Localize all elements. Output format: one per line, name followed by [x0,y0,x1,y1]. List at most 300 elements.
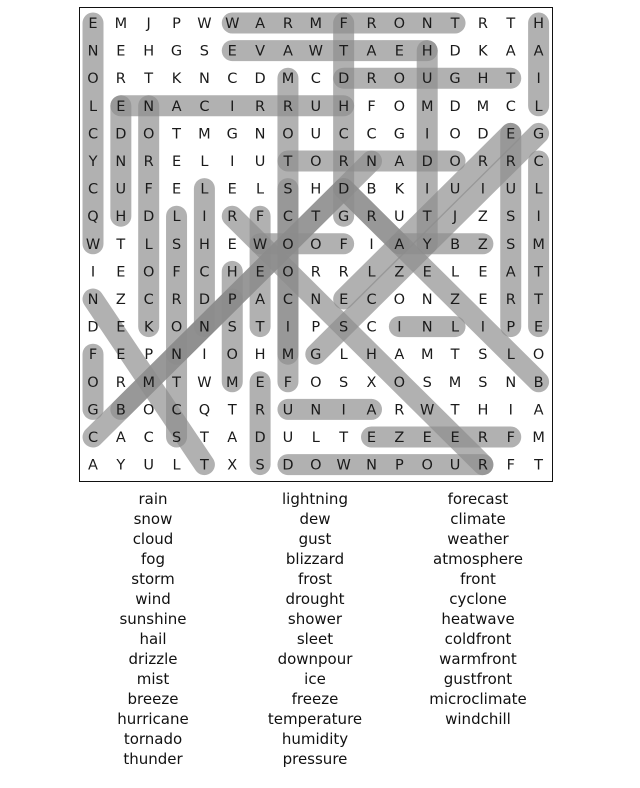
grid-cell-r3-c3[interactable]: A [171,98,182,115]
grid-cell-r8-c13[interactable]: B [450,236,461,253]
grid-cell-r6-c1[interactable]: U [115,181,127,198]
grid-cell-r10-c0[interactable]: N [87,292,99,308]
grid-cell-r8-c9[interactable]: F [339,236,348,253]
grid-cell-r7-c7[interactable]: C [282,209,294,226]
grid-cell-r15-c2[interactable]: C [143,430,154,446]
grid-cell-r14-c3[interactable]: C [171,402,182,419]
grid-cell-r8-c10[interactable]: I [369,236,374,253]
grid-cell-r0-c13[interactable]: T [450,16,460,32]
grid-cell-r14-c15[interactable]: I [508,402,513,419]
grid-cell-r10-c4[interactable]: D [198,292,210,308]
grid-cell-r10-c12[interactable]: N [421,292,433,308]
grid-cell-r11-c16[interactable]: E [534,319,544,336]
grid-cell-r2-c3[interactable]: K [171,71,182,88]
grid-cell-r8-c14[interactable]: Z [477,236,488,253]
grid-cell-r12-c6[interactable]: H [254,347,266,364]
grid-cell-r7-c4[interactable]: I [202,209,207,226]
grid-cell-r16-c6[interactable]: S [255,457,265,474]
grid-cell-r14-c10[interactable]: A [366,402,377,419]
grid-cell-r13-c15[interactable]: N [505,374,517,391]
grid-cell-r4-c3[interactable]: T [172,126,181,143]
grid-cell-r7-c15[interactable]: S [506,209,516,226]
grid-cell-r14-c16[interactable]: A [533,402,544,419]
grid-cell-r8-c0[interactable]: W [85,236,101,253]
grid-cell-r2-c12[interactable]: U [421,71,433,88]
grid-cell-r7-c11[interactable]: U [394,209,405,226]
grid-cell-r0-c5[interactable]: W [225,16,240,32]
grid-cell-r11-c6[interactable]: T [255,319,265,336]
grid-cell-r15-c4[interactable]: T [199,430,209,446]
grid-cell-r16-c0[interactable]: A [88,457,98,474]
grid-cell-r9-c7[interactable]: O [282,264,294,281]
grid-cell-r15-c14[interactable]: R [477,430,488,446]
grid-cell-r3-c6[interactable]: R [255,98,266,115]
grid-cell-r12-c13[interactable]: T [450,347,460,364]
grid-cell-r9-c11[interactable]: Z [394,264,405,281]
grid-cell-r0-c8[interactable]: M [309,16,323,32]
grid-cell-r3-c14[interactable]: M [476,98,490,115]
grid-cell-r5-c9[interactable]: R [338,154,349,170]
grid-cell-r4-c16[interactable]: G [532,126,545,143]
grid-cell-r8-c11[interactable]: A [394,236,405,253]
grid-cell-r1-c13[interactable]: D [449,43,461,60]
grid-cell-r1-c15[interactable]: A [505,43,516,60]
grid-cell-r9-c6[interactable]: E [255,264,265,281]
grid-cell-r5-c7[interactable]: T [283,154,293,170]
grid-cell-r5-c6[interactable]: U [254,154,266,170]
grid-cell-r15-c16[interactable]: M [532,430,545,446]
grid-cell-r12-c9[interactable]: L [339,347,348,364]
grid-cell-r4-c9[interactable]: C [338,126,349,143]
grid-cell-r4-c14[interactable]: D [477,126,489,143]
grid-cell-r9-c14[interactable]: E [478,264,488,281]
grid-cell-r5-c15[interactable]: R [505,154,516,170]
grid-cell-r16-c7[interactable]: D [282,457,294,474]
grid-cell-r10-c14[interactable]: E [478,292,488,308]
grid-cell-r15-c8[interactable]: L [311,430,320,446]
grid-cell-r3-c0[interactable]: L [88,98,98,115]
grid-cell-r7-c0[interactable]: Q [87,209,99,226]
grid-cell-r14-c4[interactable]: Q [198,402,211,419]
grid-cell-r14-c0[interactable]: G [87,402,99,419]
grid-cell-r8-c7[interactable]: O [282,236,294,253]
grid-cell-r10-c16[interactable]: T [534,292,544,308]
grid-cell-r14-c8[interactable]: N [310,402,322,419]
grid-cell-r4-c5[interactable]: G [226,126,238,143]
grid-cell-r5-c14[interactable]: R [477,154,488,170]
grid-cell-r16-c16[interactable]: T [534,457,544,474]
grid-cell-r12-c8[interactable]: G [310,347,322,364]
grid-cell-r3-c15[interactable]: C [505,98,516,115]
grid-cell-r8-c1[interactable]: T [116,236,126,253]
grid-cell-r0-c15[interactable]: T [506,16,516,32]
grid-cell-r6-c10[interactable]: B [366,181,377,198]
grid-cell-r6-c3[interactable]: E [171,181,182,198]
grid-cell-r5-c4[interactable]: L [200,154,209,170]
grid-cell-r8-c15[interactable]: S [506,236,516,253]
grid-cell-r11-c7[interactable]: I [285,319,291,336]
grid-cell-r8-c3[interactable]: S [171,236,182,253]
grid-cell-r11-c2[interactable]: K [143,319,154,336]
grid-cell-r4-c1[interactable]: D [115,126,127,143]
grid-cell-r5-c2[interactable]: R [143,154,154,170]
grid-cell-r6-c14[interactable]: I [480,181,486,198]
word-list-item-windchill: windchill [445,710,511,728]
grid-cell-r4-c4[interactable]: M [198,126,211,143]
grid-cell-r11-c14[interactable]: I [480,319,486,336]
grid-cell-r13-c9[interactable]: S [339,374,349,391]
grid-cell-r16-c4[interactable]: T [199,457,209,474]
grid-cell-r0-c10[interactable]: R [366,16,377,32]
grid-cell-r9-c10[interactable]: L [367,264,376,281]
grid-cell-r10-c15[interactable]: R [505,292,516,308]
grid-cell-r5-c13[interactable]: O [449,154,461,170]
grid-cell-r2-c6[interactable]: D [254,71,266,88]
grid-cell-r3-c1[interactable]: E [116,98,126,115]
grid-cell-r8-c6[interactable]: W [252,236,268,253]
grid-cell-r14-c14[interactable]: H [477,402,489,419]
word-list-item-atmosphere: atmosphere [433,550,523,568]
grid-cell-r3-c9[interactable]: H [338,98,350,115]
grid-cell-r8-c5[interactable]: E [227,236,237,253]
grid-cell-r4-c8[interactable]: U [310,126,322,143]
grid-cell-r14-c7[interactable]: U [282,402,294,419]
grid-cell-r7-c2[interactable]: D [143,209,155,226]
grid-cell-r1-c11[interactable]: E [394,43,404,60]
grid-cell-r1-c14[interactable]: K [478,43,488,60]
grid-cell-r9-c9[interactable]: R [338,264,349,281]
grid-cell-r16-c15[interactable]: F [506,457,515,474]
grid-cell-r4-c10[interactable]: C [366,126,377,143]
grid-cell-r5-c11[interactable]: A [394,154,405,170]
grid-cell-r7-c8[interactable]: T [311,209,321,226]
grid-cell-r7-c12[interactable]: T [422,209,432,226]
grid-cell-r0-c2[interactable]: J [146,16,151,32]
grid-cell-r15-c9[interactable]: T [339,430,349,446]
grid-cell-r9-c12[interactable]: E [422,264,432,281]
grid-cell-r6-c15[interactable]: U [505,181,517,198]
grid-cell-r14-c6[interactable]: R [255,402,266,419]
grid-cell-r13-c4[interactable]: W [197,374,212,391]
grid-cell-r13-c6[interactable]: E [255,374,265,391]
grid-cell-r1-c0[interactable]: N [87,43,99,60]
grid-cell-r1-c2[interactable]: H [143,43,155,60]
grid-cell-r3-c12[interactable]: M [420,98,434,115]
grid-cell-r11-c10[interactable]: C [366,319,377,336]
grid-cell-r11-c3[interactable]: O [170,319,183,336]
grid-cell-r15-c3[interactable]: S [171,430,182,446]
grid-cell-r8-c2[interactable]: L [144,236,153,253]
grid-cell-r9-c0[interactable]: I [90,264,96,281]
grid-cell-r13-c10[interactable]: X [366,374,377,391]
grid-cell-r12-c5[interactable]: O [226,347,238,364]
grid-cell-r13-c14[interactable]: S [478,374,488,391]
grid-cell-r12-c11[interactable]: A [394,347,405,364]
grid-cell-r3-c13[interactable]: D [449,98,461,115]
grid-cell-r10-c3[interactable]: R [171,292,182,308]
grid-cell-r7-c5[interactable]: R [227,209,238,226]
grid-cell-r10-c6[interactable]: A [255,292,266,308]
grid-cell-r8-c4[interactable]: H [198,236,210,253]
grid-cell-r9-c15[interactable]: A [505,264,516,281]
grid-cell-r1-c12[interactable]: H [421,43,433,60]
grid-cell-r13-c8[interactable]: O [310,374,322,391]
grid-cell-r11-c8[interactable]: P [311,319,321,336]
grid-cell-r11-c13[interactable]: L [451,319,460,336]
grid-cell-r12-c3[interactable]: N [171,347,182,364]
grid-cell-r14-c9[interactable]: I [341,402,346,419]
grid-cell-r9-c5[interactable]: H [226,264,238,281]
grid-cell-r15-c7[interactable]: U [282,430,294,446]
grid-cell-r10-c13[interactable]: Z [450,292,461,308]
grid-cell-r3-c10[interactable]: F [367,98,376,115]
word-list-item-rain: rain [138,490,168,508]
grid-cell-r12-c14[interactable]: S [478,347,488,364]
grid-cell-r3-c5[interactable]: I [230,98,235,115]
word-list-item-blizzard: blizzard [285,550,345,568]
grid-cell-r15-c10[interactable]: E [366,430,377,446]
grid-cell-r0-c0[interactable]: E [88,16,98,32]
grid-cell-r7-c10[interactable]: R [366,209,377,226]
grid-cell-r12-c12[interactable]: M [420,347,434,364]
word-list-item-cyclone: cyclone [449,590,507,608]
grid-cell-r2-c11[interactable]: O [393,71,406,88]
grid-cell-r11-c11[interactable]: I [397,319,402,336]
grid-cell-r15-c11[interactable]: Z [394,430,405,446]
word-list-item-drizzle: drizzle [128,650,178,668]
grid-cell-r0-c3[interactable]: P [172,16,181,32]
grid-cell-r10-c10[interactable]: C [366,292,377,308]
grid-cell-r16-c9[interactable]: W [336,457,351,474]
grid-cell-r9-c3[interactable]: F [172,264,181,281]
grid-cell-r2-c13[interactable]: G [449,71,461,88]
grid-cell-r6-c9[interactable]: D [338,181,350,198]
grid-cell-r4-c15[interactable]: E [506,126,516,143]
grid-cell-r6-c7[interactable]: S [283,181,293,198]
grid-cell-r15-c12[interactable]: E [422,430,432,446]
grid-cell-r9-c8[interactable]: R [310,264,321,281]
grid-cell-r10-c2[interactable]: C [143,292,154,308]
grid-cell-r9-c2[interactable]: O [142,264,155,281]
grid-cell-r6-c6[interactable]: L [256,181,265,198]
grid-cell-r7-c1[interactable]: H [115,209,127,226]
grid-cell-r6-c5[interactable]: E [227,181,237,198]
grid-cell-r1-c3[interactable]: G [170,43,183,60]
grid-cell-r7-c6[interactable]: F [255,209,265,226]
grid-cell-r6-c4[interactable]: L [200,181,209,198]
grid-cell-r1-c1[interactable]: E [116,43,126,60]
grid-cell-r0-c11[interactable]: O [393,16,406,32]
grid-cell-r6-c0[interactable]: C [87,181,99,198]
grid-cell-r3-c16[interactable]: L [534,98,543,115]
grid-cell-r1-c16[interactable]: A [533,43,544,60]
grid-cell-r12-c16[interactable]: O [532,347,545,364]
grid-cell-r7-c14[interactable]: Z [477,209,488,226]
grid-cell-r8-c12[interactable]: Y [422,236,432,253]
grid-cell-r7-c13[interactable]: J [452,209,458,226]
grid-cell-r4-c2[interactable]: O [142,126,155,143]
grid-cell-r2-c14[interactable]: H [477,71,489,88]
grid-cell-r5-c12[interactable]: D [421,154,433,170]
grid-cell-r12-c7[interactable]: M [281,347,295,364]
grid-cell-r13-c3[interactable]: T [172,374,181,391]
grid-cell-r11-c1[interactable]: E [116,319,126,336]
grid-cell-r7-c9[interactable]: G [338,209,350,226]
grid-cell-r8-c8[interactable]: O [310,236,322,253]
grid-cell-r4-c13[interactable]: O [449,126,461,143]
grid-cell-r12-c10[interactable]: H [366,347,377,364]
grid-cell-r2-c9[interactable]: D [338,71,350,88]
grid-cell-r4-c7[interactable]: O [282,126,294,143]
word-list-item-weather: weather [447,530,509,548]
grid-cell-r11-c12[interactable]: N [421,319,433,336]
grid-cell-r2-c15[interactable]: T [506,71,516,88]
grid-cell-r0-c1[interactable]: M [114,16,128,32]
grid-cell-r12-c4[interactable]: I [202,347,207,364]
grid-cell-r9-c16[interactable]: T [534,264,544,281]
grid-cell-r2-c2[interactable]: T [144,71,154,88]
grid-cell-r3-c8[interactable]: U [310,98,322,115]
word-list-item-mist: mist [136,670,170,688]
grid-cell-r1-c7[interactable]: A [282,43,293,60]
grid-cell-r14-c2[interactable]: O [142,402,155,419]
grid-cell-r13-c2[interactable]: M [142,374,155,391]
grid-cell-r16-c12[interactable]: O [421,457,433,474]
grid-cell-r13-c0[interactable]: O [87,374,99,391]
grid-cell-r3-c2[interactable]: N [143,98,155,115]
grid-cell-r10-c1[interactable]: Z [115,292,126,308]
grid-cell-r16-c14[interactable]: R [477,457,488,474]
grid-cell-r9-c4[interactable]: C [199,264,210,281]
grid-cell-r8-c16[interactable]: M [532,236,545,253]
grid-cell-r13-c16[interactable]: B [533,374,544,391]
grid-cell-r11-c0[interactable]: D [87,319,99,336]
grid-cell-r1-c9[interactable]: T [339,43,349,60]
grid-cell-r0-c6[interactable]: A [255,16,266,32]
grid-cell-r14-c5[interactable]: T [227,402,237,419]
grid-cell-r12-c15[interactable]: L [506,347,515,364]
grid-cell-r13-c1[interactable]: R [115,374,126,391]
grid-cell-r4-c0[interactable]: C [87,126,99,143]
grid-cell-r1-c8[interactable]: W [308,43,323,60]
grid-cell-r12-c0[interactable]: F [88,347,98,364]
grid-cell-r0-c16[interactable]: H [533,16,545,32]
grid-cell-r11-c4[interactable]: N [198,319,210,336]
grid-cell-r2-c5[interactable]: C [227,71,238,88]
grid-cell-r16-c11[interactable]: P [394,457,404,474]
grid-cell-r5-c1[interactable]: N [115,154,127,170]
grid-cell-r15-c5[interactable]: A [227,430,238,446]
grid-cell-r9-c1[interactable]: E [116,264,126,281]
grid-cell-r15-c0[interactable]: C [87,430,99,446]
grid-cell-r6-c12[interactable]: I [425,181,430,198]
grid-cell-r2-c0[interactable]: O [87,71,99,88]
grid-cell-r5-c16[interactable]: C [533,154,544,170]
grid-cell-r2-c10[interactable]: R [366,71,377,88]
grid-cell-r2-c8[interactable]: C [310,71,321,88]
grid-cell-r6-c13[interactable]: U [449,181,461,198]
grid-cell-r16-c8[interactable]: O [310,457,322,474]
grid-cell-r15-c13[interactable]: E [450,430,460,446]
grid-cell-r0-c9[interactable]: F [339,16,348,32]
grid-cell-r16-c2[interactable]: U [143,457,155,474]
grid-cell-r1-c4[interactable]: S [199,43,210,60]
grid-cell-r10-c7[interactable]: C [282,292,294,308]
grid-cell-r11-c9[interactable]: S [339,319,349,336]
grid-cell-r5-c5[interactable]: I [230,154,235,170]
grid-cell-r14-c11[interactable]: R [394,402,405,419]
grid-cell-r6-c11[interactable]: K [394,181,405,198]
grid-cell-r0-c4[interactable]: W [197,16,212,32]
grid-cell-r3-c4[interactable]: C [199,98,210,115]
grid-cell-r6-c2[interactable]: F [144,181,153,198]
grid-cell-r3-c7[interactable]: R [282,98,293,115]
grid-cell-r1-c6[interactable]: V [255,43,266,60]
grid-cell-r15-c6[interactable]: D [254,430,266,446]
grid-cell-r2-c4[interactable]: N [198,71,210,88]
grid-cell-r2-c7[interactable]: M [281,71,295,88]
grid-cell-r6-c8[interactable]: H [310,181,322,198]
grid-cell-r9-c13[interactable]: L [451,264,460,281]
grid-cell-r15-c15[interactable]: F [506,430,515,446]
grid-cell-r6-c16[interactable]: L [534,181,543,198]
grid-cell-r0-c14[interactable]: R [477,16,488,32]
grid-cell-r11-c15[interactable]: P [506,319,516,336]
grid-cell-r12-c2[interactable]: P [144,347,154,364]
grid-cell-r14-c12[interactable]: W [420,402,435,419]
grid-cell-r2-c16[interactable]: I [536,71,541,88]
grid-cell-r16-c1[interactable]: Y [116,457,126,474]
grid-cell-r0-c12[interactable]: N [421,16,433,32]
grid-cell-r5-c10[interactable]: N [366,154,377,170]
grid-cell-r5-c3[interactable]: E [171,154,182,170]
grid-cell-r13-c11[interactable]: O [393,374,406,391]
grid-cell-r4-c12[interactable]: I [425,126,430,143]
grid-cell-r13-c7[interactable]: F [283,374,293,391]
grid-cell-r16-c10[interactable]: N [366,457,377,474]
word-list-item-dew: dew [299,510,331,528]
grid-cell-r13-c12[interactable]: S [422,374,432,391]
grid-cell-r5-c8[interactable]: O [310,154,322,170]
grid-cell-r4-c11[interactable]: G [393,126,405,143]
grid-cell-r16-c3[interactable]: L [172,457,181,474]
grid-cell-r5-c0[interactable]: Y [88,154,98,170]
grid-cell-r7-c16[interactable]: I [536,209,541,226]
grid-cell-r12-c1[interactable]: E [116,347,126,364]
grid-cell-r13-c13[interactable]: M [448,374,462,391]
grid-cell-r10-c11[interactable]: O [393,292,406,308]
grid-cell-r7-c3[interactable]: L [172,209,181,226]
grid-cell-r10-c5[interactable]: P [227,292,237,308]
grid-cell-r10-c8[interactable]: N [310,292,322,308]
grid-cell-r3-c11[interactable]: O [393,98,406,115]
word-list-item-hurricane: hurricane [117,710,189,728]
word-list-item-tornado: tornado [123,730,183,748]
grid-cell-r16-c13[interactable]: U [449,457,461,474]
grid-cell-r2-c1[interactable]: R [115,71,126,88]
grid-cell-r11-c5[interactable]: S [227,319,237,336]
grid-cell-r14-c1[interactable]: B [115,402,126,419]
grid-cell-r1-c10[interactable]: A [366,43,377,60]
grid-cell-r0-c7[interactable]: R [282,16,293,32]
grid-cell-r14-c13[interactable]: T [450,402,460,419]
grid-cell-r1-c5[interactable]: E [227,43,237,60]
grid-cell-r16-c5[interactable]: X [227,457,238,474]
grid-cell-r15-c1[interactable]: A [115,430,126,446]
grid-cell-r4-c6[interactable]: N [254,126,266,143]
grid-cell-r13-c5[interactable]: M [225,374,239,391]
grid-cell-r10-c9[interactable]: E [339,292,349,308]
